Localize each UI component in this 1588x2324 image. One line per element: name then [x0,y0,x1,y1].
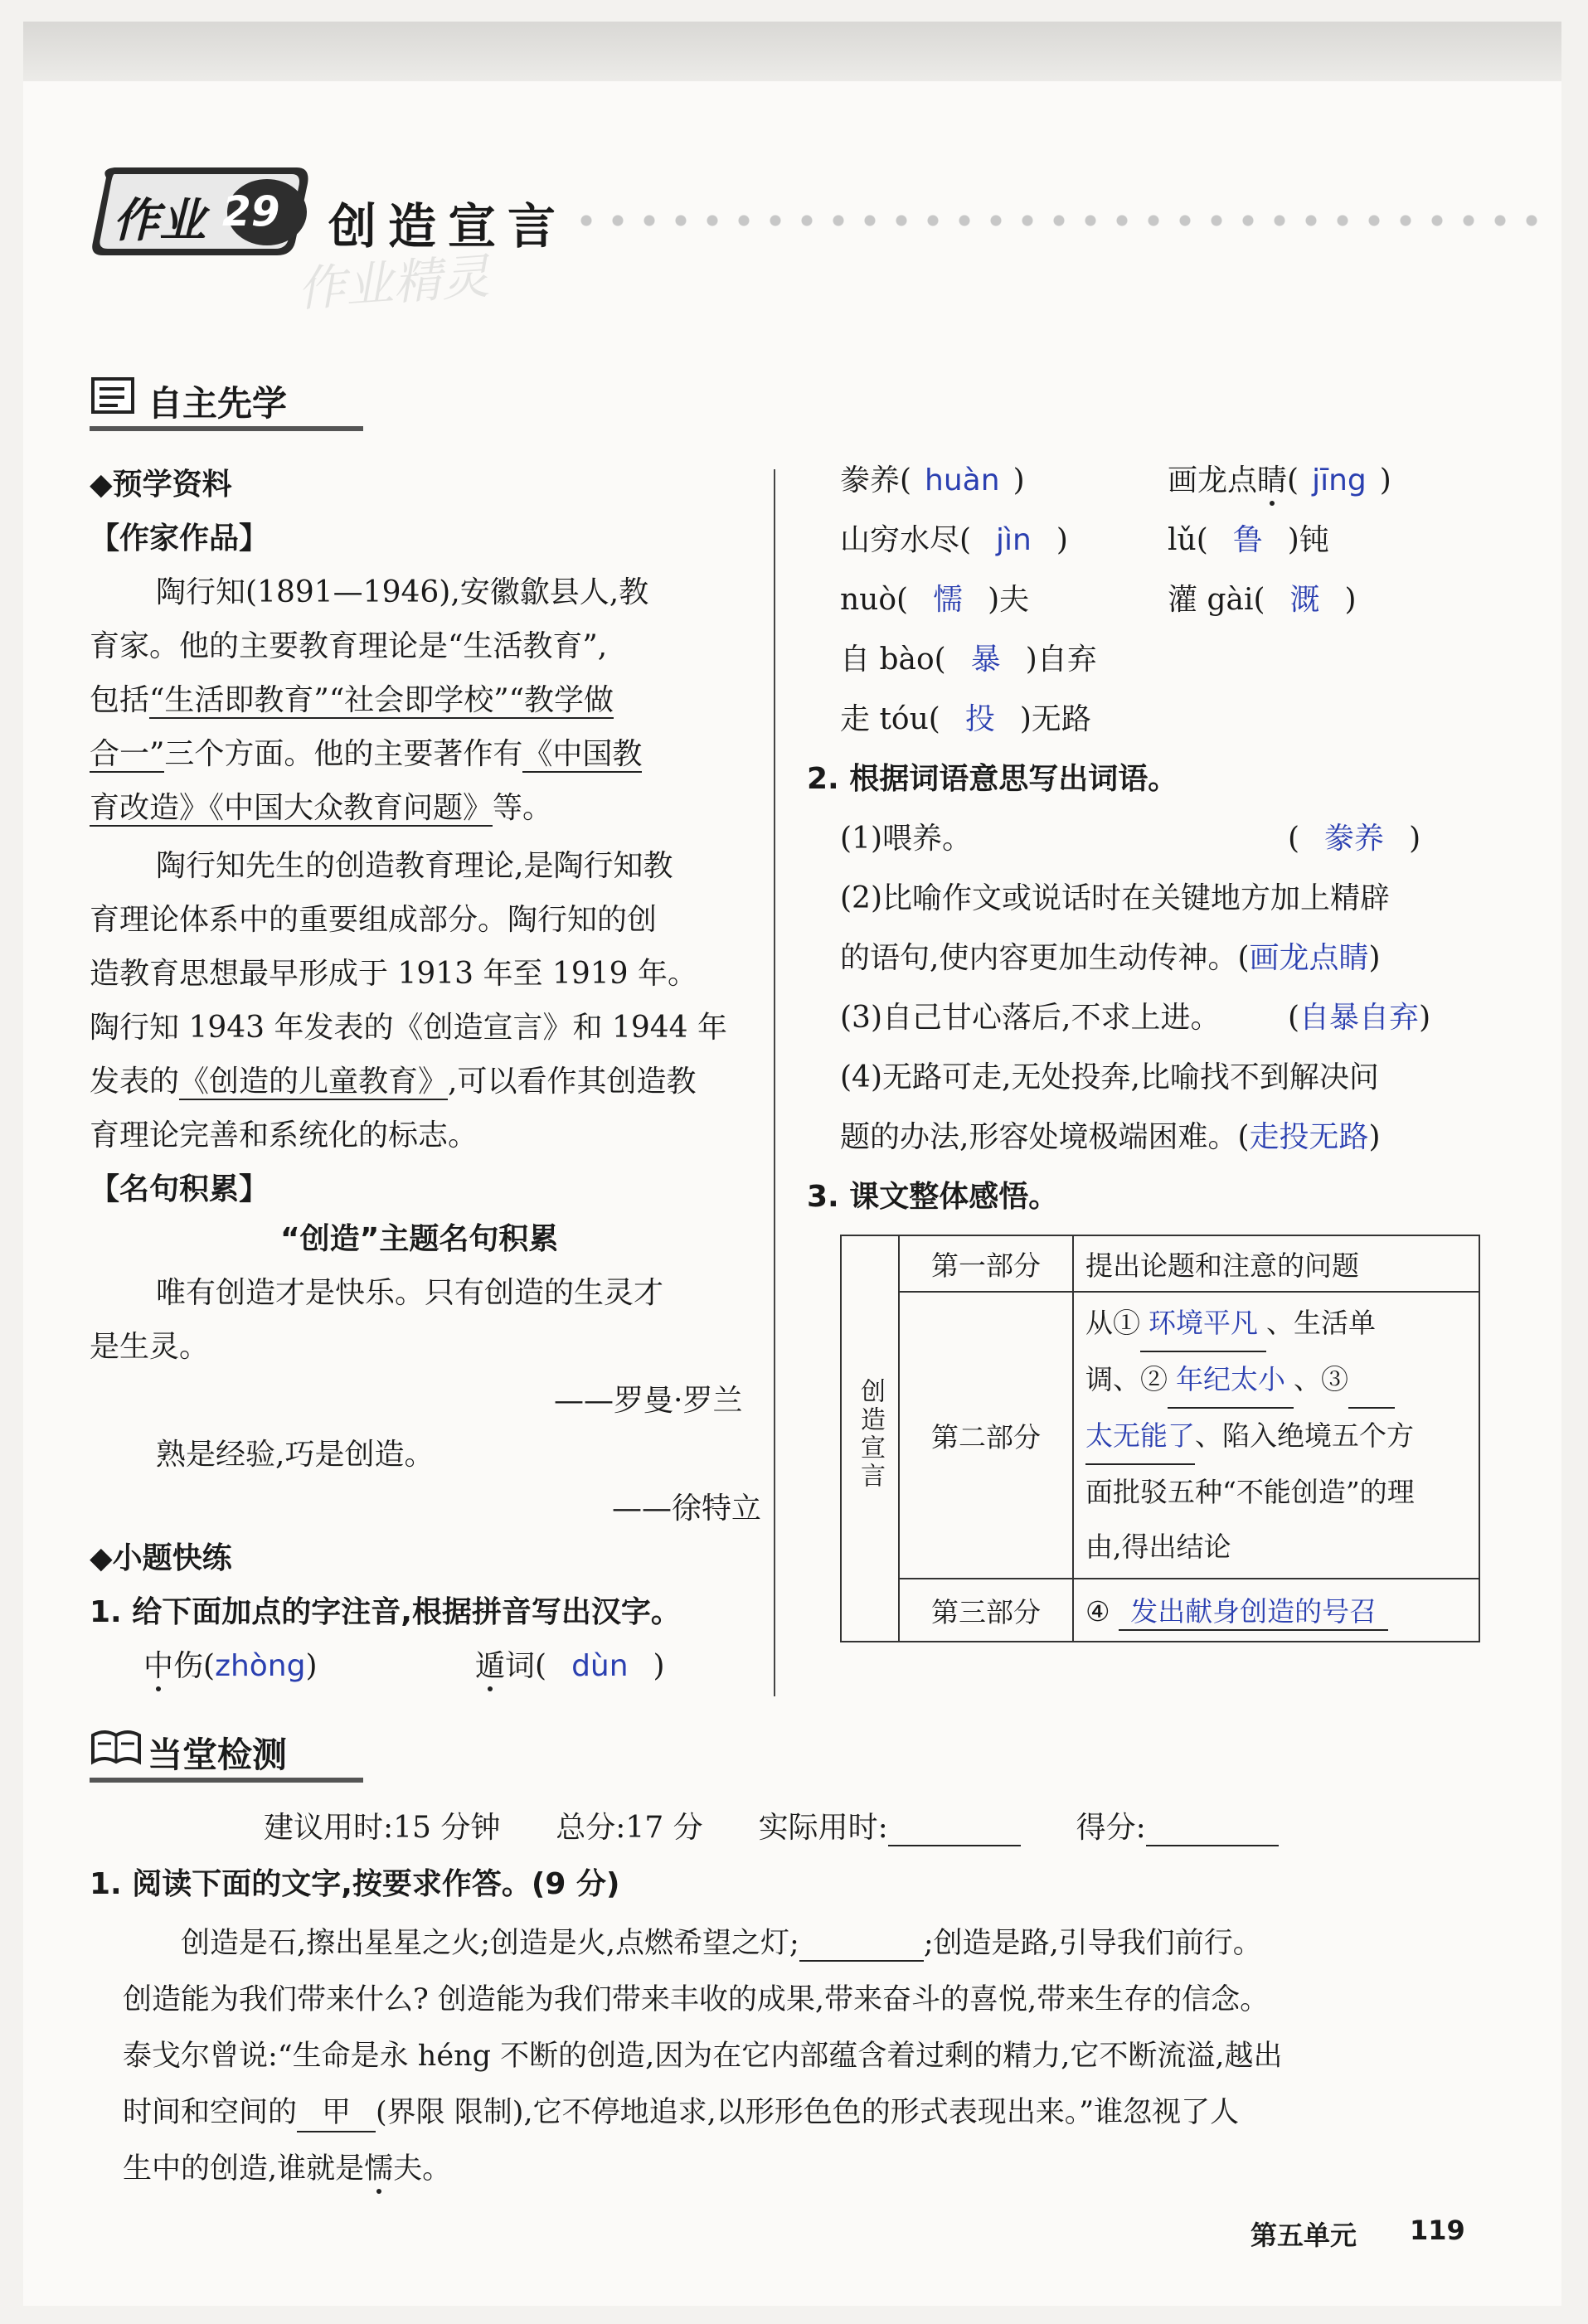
score-blank[interactable] [1146,1811,1279,1846]
passage-line-4: 时间和空间的 甲 (界限 限制),它不停地追求,以形形色色的形式表现出来。”谁忽视了人 [123,2089,1239,2132]
q3-text: 3. 课文整体感悟。 [807,1180,1059,1214]
theory-line-5: 发表的《创造的儿童教育》,可以看作其创造教 [90,1065,697,1099]
column-divider [774,469,775,1696]
passage-line-3: 泰戈尔曾说:“生命是永 héng 不断的创造,因为在它内部蕴含着过剩的精力,它不断流溢,越出 [123,2040,1283,2073]
section-title-self-study: 自主先学 [148,383,288,424]
outline-part2-content: 从① 环境平凡 、生活单 调、② 年纪太小 、③ 太无能了、陷入绝境五个方 面批驳五种“不能创造”的理 由,得出结论 [1073,1292,1479,1579]
q1-item-nuo: nuò( 懦 )夫 [840,583,1030,617]
outline-part1-label: 第一部分 [899,1235,1073,1292]
section-title-in-class-test: 当堂检测 [148,1735,288,1775]
quote2-author: ——徐特立 [612,1492,762,1526]
total-score: 总分:17 分 [556,1811,703,1845]
test-q1-text: 1. 阅读下面的文字,按要求作答。(9 分) [90,1867,620,1901]
theory-line-4: 陶行知 1943 年发表的《创造宣言》和 1944 年 [90,1011,728,1045]
test-meta [264,1804,1279,1846]
open-book-icon [90,1725,143,1768]
author-line-2: 育家。他的主要教育理论是“生活教育”, [90,629,608,663]
passage-line-5: 生中的创造,谁就是懦夫。 [123,2152,452,2186]
q2-answer-1: ( 豢养 ) [1288,822,1421,856]
quotes-heading: 【名句积累】 [90,1172,270,1206]
outline-root: 创造宣言 [841,1235,899,1642]
q2-item-2a: (2)比喻作文或说话时在关键地方加上精辟 [840,881,1390,915]
author-line-5: 育改造》《中国大众教育问题》等。 [90,791,553,825]
q1-item-zhongshang: 中伤(zhòng) [143,1649,318,1683]
section-underline [90,1778,363,1783]
badge-number: 29 [222,187,280,235]
q1-item-dunci: 遁词( dùn ) [475,1649,665,1683]
theory-line-1: 陶行知先生的创造教育理论,是陶行知教 [156,849,673,883]
text-outline-table [840,1235,1480,1642]
q2-answer-3: (自暴自弃) [1288,1001,1431,1035]
q1-item-shanqiong: 山穷水尽( jìn ) [840,523,1068,557]
q2-text: 2. 根据词语意思写出词语。 [807,762,1178,796]
outline-part1-content: 提出论题和注意的问题 [1073,1235,1479,1292]
q1-item-huanyang: 豢养( huàn ) [840,463,1025,497]
badge-label: 作业 [113,194,206,248]
passage-line-2: 创造能为我们带来什么? 创造能为我们带来丰收的成果,带来奋斗的喜悦,带来生存的信念。 [123,1983,1270,2016]
outline-part3-content: ④ 发出献身创造的号召 [1073,1579,1479,1642]
theory-line-3: 造教育思想最早形成于 1913 年至 1919 年。 [90,957,698,991]
author-line-1: 陶行知(1891—1946),安徽歙县人,教 [156,575,649,609]
scan-top-band [23,22,1561,81]
outline-part2-label: 第二部分 [899,1292,1073,1579]
q2-item-2b: 的语句,使内容更加生动传神。(画龙点睛) [840,941,1381,975]
footer-unit: 第五单元 [1250,2220,1357,2251]
quote1-line-1: 唯有创造才是快乐。只有创造的生灵才 [156,1276,664,1310]
q1-item-guangai: 灌 gài( 溉 ) [1168,583,1357,617]
theory-line-2: 育理论体系中的重要组成部分。陶行知的创 [90,903,658,937]
q1-item-lu: lǔ( 鲁 )钝 [1168,523,1329,557]
quotes-title: “创造”主题名句积累 [280,1222,559,1256]
page-number: 119 [1410,2215,1465,2246]
q1-item-hualong: 画龙点睛( jīng ) [1168,463,1391,497]
quote1-author: ——罗曼·罗兰 [554,1384,743,1418]
book-icon [90,374,139,419]
theory-line-6: 育理论完善和系统化的标志。 [90,1118,478,1152]
q1-text: 1. 给下面加点的字注音,根据拼音写出汉字。 [90,1595,681,1629]
q1-item-zibao: 自 bào( 暴 )自弃 [840,643,1097,677]
q2-item-4b: 题的办法,形容处境极端困难。(走投无路) [840,1120,1381,1154]
author-heading: 【作家作品】 [90,522,270,556]
quote2-text: 熟是经验,巧是创造。 [156,1438,435,1472]
suggested-time: 建议用时:15 分钟 [264,1811,501,1845]
q2-item-1: (1)喂养。 [840,822,972,856]
passage-blank[interactable] [799,1927,924,1962]
workbook-page [23,22,1561,2306]
q2-item-3: (3)自己甘心落后,不求上进。 [840,1001,1221,1035]
lesson-title: 创造宣言 [328,198,568,255]
passage-line-1: 创造是石,擦出星星之火;创造是火,点燃希望之灯; ;创造是路,引导我们前行。 [181,1927,1262,1960]
watermark: 作业精灵 [295,247,492,318]
section-underline [90,426,363,431]
actual-time-blank[interactable] [888,1811,1021,1846]
practice-heading: ◆小题快练 [90,1541,232,1575]
q1-item-zoutou: 走 tóu( 投 )无路 [840,702,1091,736]
header-dot-row [571,214,1549,227]
score-label: 得分: [1076,1811,1146,1845]
prelearn-heading: ◆预学资料 [90,468,232,502]
actual-time-label: 实际用时: [758,1811,888,1845]
author-line-3: 包括“生活即教育”“社会即学校”“教学做 [90,683,614,717]
q2-item-4a: (4)无路可走,无处投奔,比喻找不到解决问 [840,1060,1379,1094]
outline-part3-label: 第三部分 [899,1579,1073,1642]
quote1-line-2: 是生灵。 [90,1330,210,1364]
author-line-4: 合一”三个方面。他的主要著作有《中国教 [90,737,643,771]
